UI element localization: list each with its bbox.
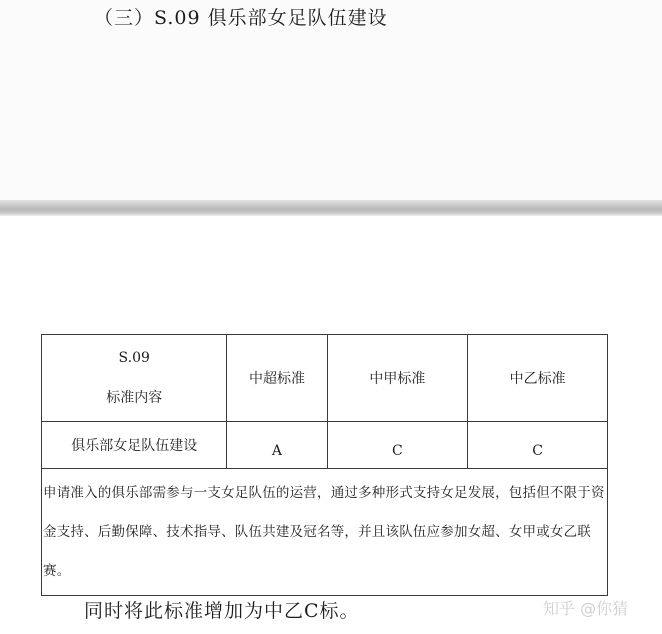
grade-league-two: C	[532, 443, 543, 459]
upper-page	[0, 0, 662, 200]
grade-league-one: C	[392, 443, 403, 459]
footnote: 同时将此标准增加为中乙C标。	[84, 600, 360, 622]
standard-code: S.09	[118, 350, 150, 366]
standards-table	[41, 334, 608, 596]
header-standard-cell	[42, 335, 227, 422]
description-row	[42, 469, 608, 596]
header-league-one-standard: 中甲标准	[327, 335, 468, 422]
grade-csl: A	[271, 443, 283, 459]
section-heading: （三）S.09 俱乐部女足队伍建设	[94, 7, 388, 29]
header-csl-standard: 中超标准	[227, 335, 327, 422]
header-league-two-standard: 中乙标准	[468, 335, 608, 422]
table-row	[42, 422, 608, 469]
standard-description: 申请准入的俱乐部需参与一支女足队伍的运营，通过多种形式支持女足发展，包括但不限于资金支持、后勤保障、技术指导、队伍共建及冠名等，并且该队伍应参加女超、女甲或女乙联赛。	[42, 469, 608, 596]
watermark: 知乎 @你猜	[543, 599, 629, 618]
grade-league-two-cell	[468, 422, 608, 469]
item-name-cell: 俱乐部女足队伍建设	[42, 422, 227, 469]
table-header-row	[42, 335, 608, 422]
grade-csl-cell	[227, 422, 327, 469]
grade-league-one-cell	[327, 422, 468, 469]
page-break	[0, 200, 662, 216]
standard-content-label: 标准内容	[106, 390, 163, 406]
